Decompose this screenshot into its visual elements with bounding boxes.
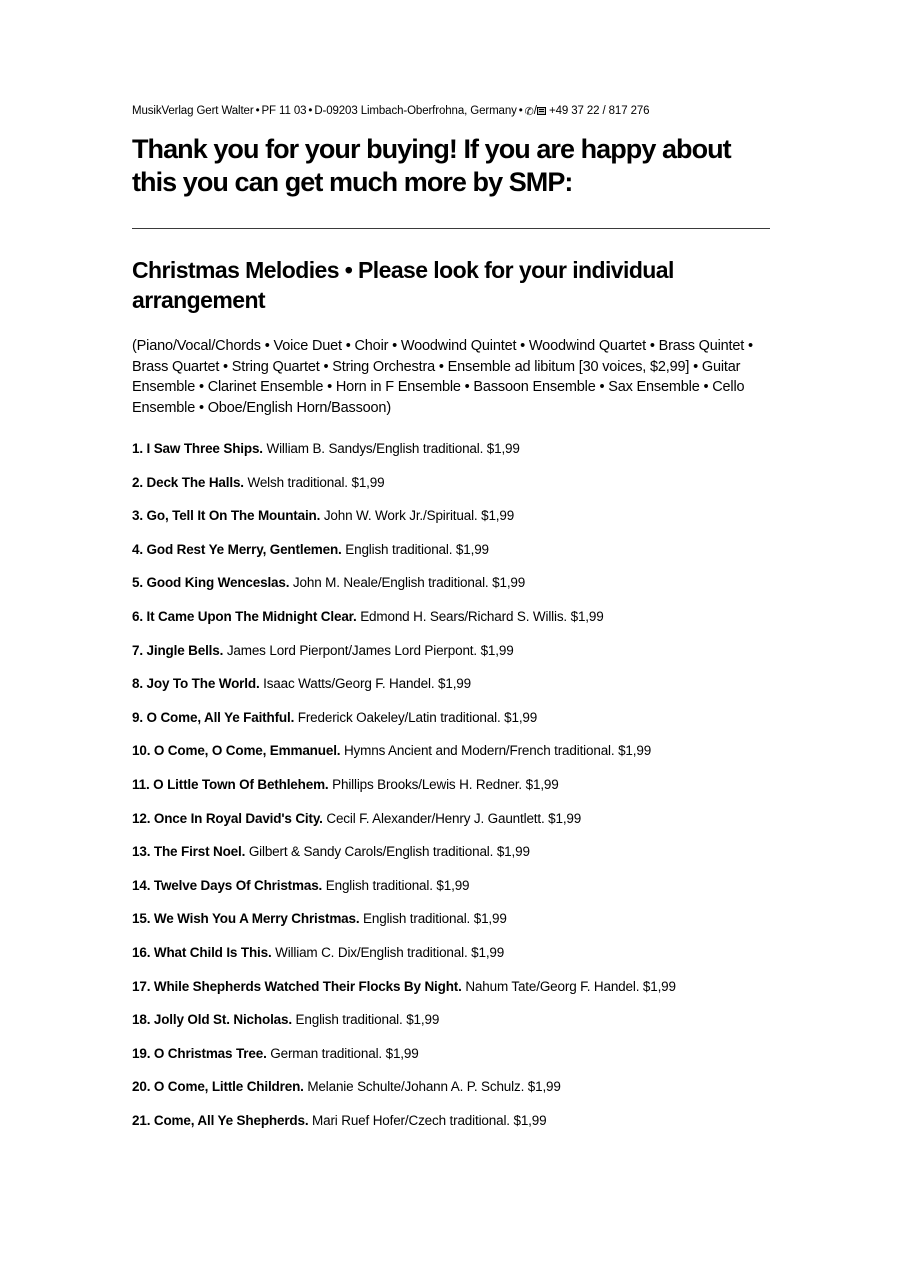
phone-number: +49 37 22 / 817 276 [548,105,650,117]
song-credit: John M. Neale/English traditional. [292,575,489,591]
list-item [132,541,772,558]
song-price: $1,99 [480,642,514,658]
song-credit: English traditional. [325,877,433,893]
song-number: 4. [132,541,143,557]
song-title: O Little Town Of Bethlehem. [153,776,329,792]
list-item [132,507,772,524]
song-price: $1,99 [504,709,538,725]
song-price: $1,99 [548,810,582,826]
song-number: 21. [132,1112,151,1128]
imprint-separator-1: • [255,105,260,117]
song-price: $1,99 [492,575,526,591]
song-credit: Mari Ruef Hofer/Czech traditional. [312,1112,510,1128]
song-credit: William B. Sandys/English traditional. [266,441,484,456]
song-price: $1,99 [385,1045,419,1061]
song-number: 18. [132,1012,151,1028]
song-price: $1,99 [496,844,530,860]
song-credit: Nahum Tate/Georg F. Handel. [465,978,640,994]
song-price: $1,99 [525,776,559,792]
publisher-imprint [132,104,772,119]
song-title: We Wish You A Merry Christmas. [153,911,360,927]
song-title: While Shepherds Watched Their Flocks By Night. [153,978,462,994]
list-item [132,877,772,894]
song-credit: English traditional. [345,541,453,557]
song-title: Jolly Old St. Nicholas. [153,1012,292,1028]
song-number: 19. [132,1045,151,1061]
song-price: $1,99 [473,911,507,927]
song-credit: Phillips Brooks/Lewis H. Redner. [332,776,523,792]
song-title: Joy To The World. [146,676,260,692]
list-item [132,574,772,591]
song-price: $1,99 [471,944,505,960]
list-item [132,810,772,827]
list-item [132,608,772,625]
song-title: Go, Tell It On The Mountain. [146,508,321,524]
song-price: $1,99 [618,743,652,759]
section-divider [132,228,770,229]
song-price: $1,99 [513,1112,547,1128]
list-item [132,1112,772,1129]
song-title: Jingle Bells. [146,642,224,658]
po-box: PF 11 03 [261,105,307,117]
song-title: It Came Upon The Midnight Clear. [146,608,357,624]
list-item [132,1011,772,1028]
list-item [132,944,772,961]
postal-address: D-09203 Limbach-Oberfrohna, Germany [314,105,517,117]
song-number: 20. [132,1079,151,1095]
list-item [132,709,772,726]
fax-icon [537,107,546,115]
song-number: 1. [132,441,143,456]
list-item [132,742,772,759]
song-number: 8. [132,676,143,692]
song-number: 14. [132,877,151,893]
song-title: O Come, All Ye Faithful. [146,709,295,725]
song-number: 16. [132,944,151,960]
song-number: 12. [132,810,151,826]
song-number: 9. [132,709,143,725]
song-title: Deck The Halls. [146,474,244,490]
document-content [132,104,772,1145]
song-title: O Come, Little Children. [153,1079,304,1095]
song-price: $1,99 [406,1012,440,1028]
song-price: $1,99 [527,1079,561,1095]
imprint-separator-2: • [308,105,313,117]
song-price: $1,99 [438,676,471,692]
list-item [132,675,772,692]
song-price: $1,99 [486,441,520,456]
song-credit: Gilbert & Sandy Carols/English traditional. [248,844,494,860]
song-price: $1,99 [570,608,604,624]
song-number: 10. [132,743,151,759]
song-number: 17. [132,978,151,994]
song-credit: Welsh traditional. [247,474,348,490]
song-list [132,440,772,1129]
song-title: What Child Is This. [153,944,272,960]
list-item [132,440,772,457]
song-title: The First Noel. [153,844,246,860]
list-item [132,474,772,491]
song-credit: John W. Work Jr./Spiritual. [323,508,478,524]
telephone-icon: ✆ [524,105,534,118]
list-item [132,776,772,793]
song-credit: English traditional. [295,1012,403,1028]
song-title: O Come, O Come, Emmanuel. [153,743,341,759]
icon-separator: / [533,105,537,117]
publisher-name: MusikVerlag Gert Walter [132,105,254,117]
song-title: God Rest Ye Merry, Gentlemen. [146,541,342,557]
song-number: 2. [132,474,143,490]
instrumentation-list: (Piano/Vocal/Chords • Voice Duet • Choir • Woodwind Quintet • Woodwind Quartet • Brass Quintet • Brass Quartet • String Quartet • String Orchestra • Ensemble ad libitum [30 voices, $2,99] • Guitar Ensemble • Clarinet Ensemble • Horn in F Ensemble • Bassoon Ensemble • Sax Ensemble • Cello Ensemble • Oboe/English Horn/Bassoon) [132,338,753,416]
song-price: $1,99 [351,474,385,490]
list-item [132,642,772,659]
song-title: Good King Wenceslas. [146,575,290,591]
song-number: 7. [132,642,143,658]
song-title: O Christmas Tree. [153,1045,267,1061]
song-credit: German traditional. [270,1045,382,1061]
song-title: Once In Royal David's City. [153,810,323,826]
list-item [132,910,772,927]
section-heading: Christmas Melodies • Please look for your individual arrangement [132,257,674,313]
song-credit: Isaac Watts/Georg F. Handel. [263,676,435,692]
song-credit: Frederick Oakeley/Latin traditional. [297,709,501,725]
song-number: 13. [132,844,151,860]
song-price: $1,99 [436,877,470,893]
song-number: 6. [132,608,143,624]
list-item [132,1045,772,1062]
song-credit: Hymns Ancient and Modern/French traditional. [343,743,615,759]
song-title: I Saw Three Ships. [146,441,263,456]
list-item [132,843,772,860]
song-title: Come, All Ye Shepherds. [153,1112,309,1128]
song-title: Twelve Days Of Christmas. [153,877,323,893]
song-price: $1,99 [455,541,489,557]
imprint-separator-3: • [518,105,523,117]
list-item [132,1078,772,1095]
song-credit: William C. Dix/English traditional. [275,944,468,960]
song-credit: Edmond H. Sears/Richard S. Willis. [360,608,568,624]
page-title: Thank you for your buying! If you are happy about this you can get much more by SMP: [132,134,731,197]
song-credit: Cecil F. Alexander/Henry J. Gauntlett. [326,810,545,826]
song-number: 11. [132,776,150,792]
song-credit: Melanie Schulte/Johann A. P. Schulz. [307,1079,525,1095]
list-item [132,978,772,995]
song-number: 15. [132,911,151,927]
song-credit: English traditional. [363,911,471,927]
song-number: 3. [132,508,143,524]
song-price: $1,99 [481,508,515,524]
song-price: $1,99 [642,978,676,994]
song-credit: James Lord Pierpont/James Lord Pierpont. [226,642,477,658]
song-number: 5. [132,575,143,591]
